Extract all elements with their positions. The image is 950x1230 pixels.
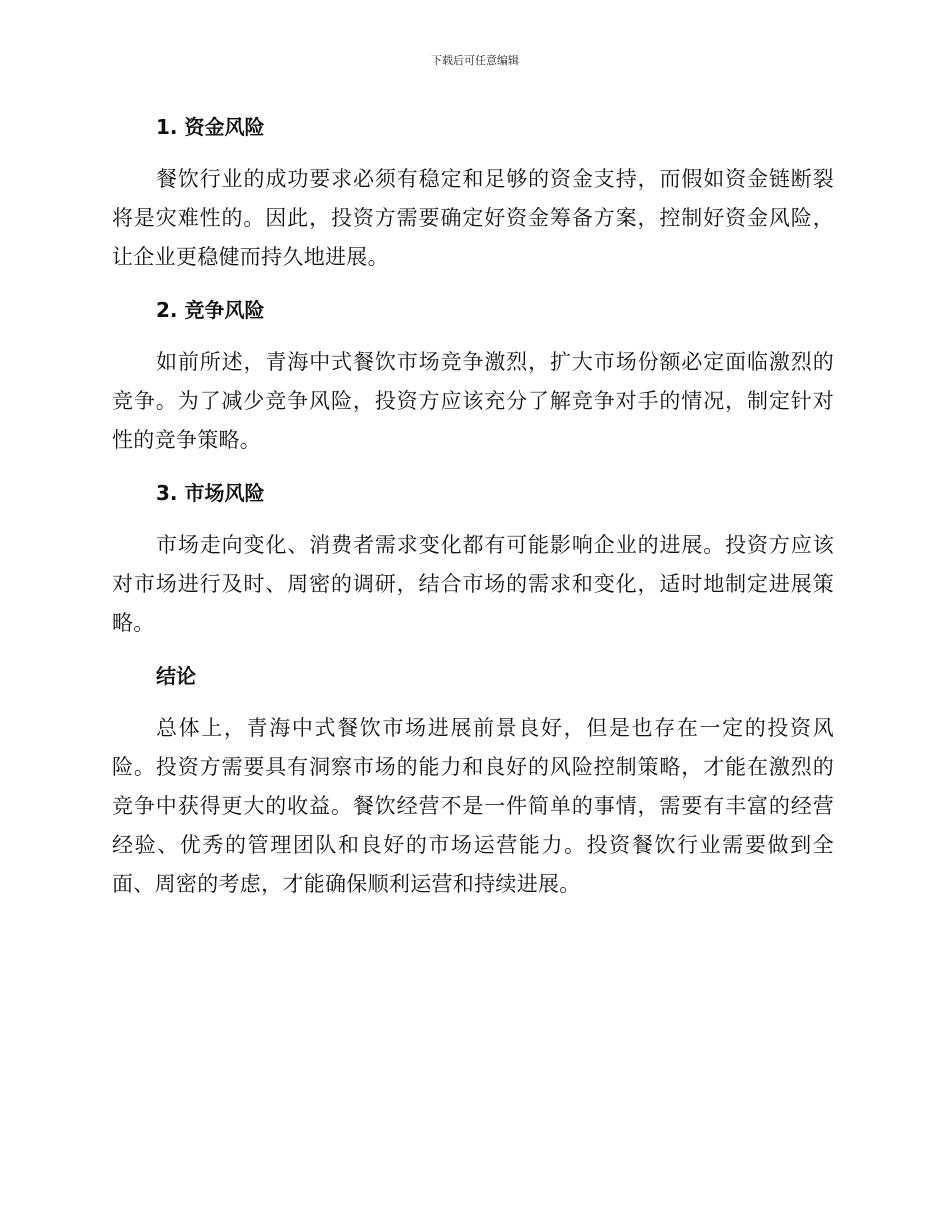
section-paragraph: 总体上，青海中式餐饮市场进展前景良好，但是也存在一定的投资风险。投资方需要具有洞察市场的能力和良好的风险控制策略，才能在激烈的竞争中获得更大的收益。餐饮经营不是一件简单的事情，需要有丰富的经营经验、优秀的管理团队和良好的市场运营能力。投资餐饮行业需要做到全面、周密的考虑，才能确保顺利运营和持续进展。 [112,716,834,896]
section-title: 2. 竞争风险 [156,298,265,322]
section-market-risk [112,478,834,643]
section-title: 结论 [156,664,196,688]
section-paragraph: 餐饮行业的成功要求必须有稳定和足够的资金支持，而假如资金链断裂将是灾难性的。因此，投资方需要确定好资金筹备方案，控制好资金风险，让企业更稳健而持久地进展。 [112,167,834,269]
document-body [112,112,834,922]
section-conclusion [112,661,834,904]
section-competition-risk [112,295,834,460]
section-funding-risk [112,112,834,277]
section-paragraph: 如前所述，青海中式餐饮市场竞争激烈，扩大市场份额必定面临激烈的竞争。为了减少竞争风险，投资方应该充分了解竞争对手的情况，制定针对性的竞争策略。 [112,350,834,452]
page-header: 下载后可任意编辑 [431,54,519,67]
section-title: 1. 资金风险 [156,115,265,139]
section-title: 3. 市场风险 [156,481,265,505]
section-paragraph: 市场走向变化、消费者需求变化都有可能影响企业的进展。投资方应该对市场进行及时、周密的调研，结合市场的需求和变化，适时地制定进展策略。 [112,533,834,635]
